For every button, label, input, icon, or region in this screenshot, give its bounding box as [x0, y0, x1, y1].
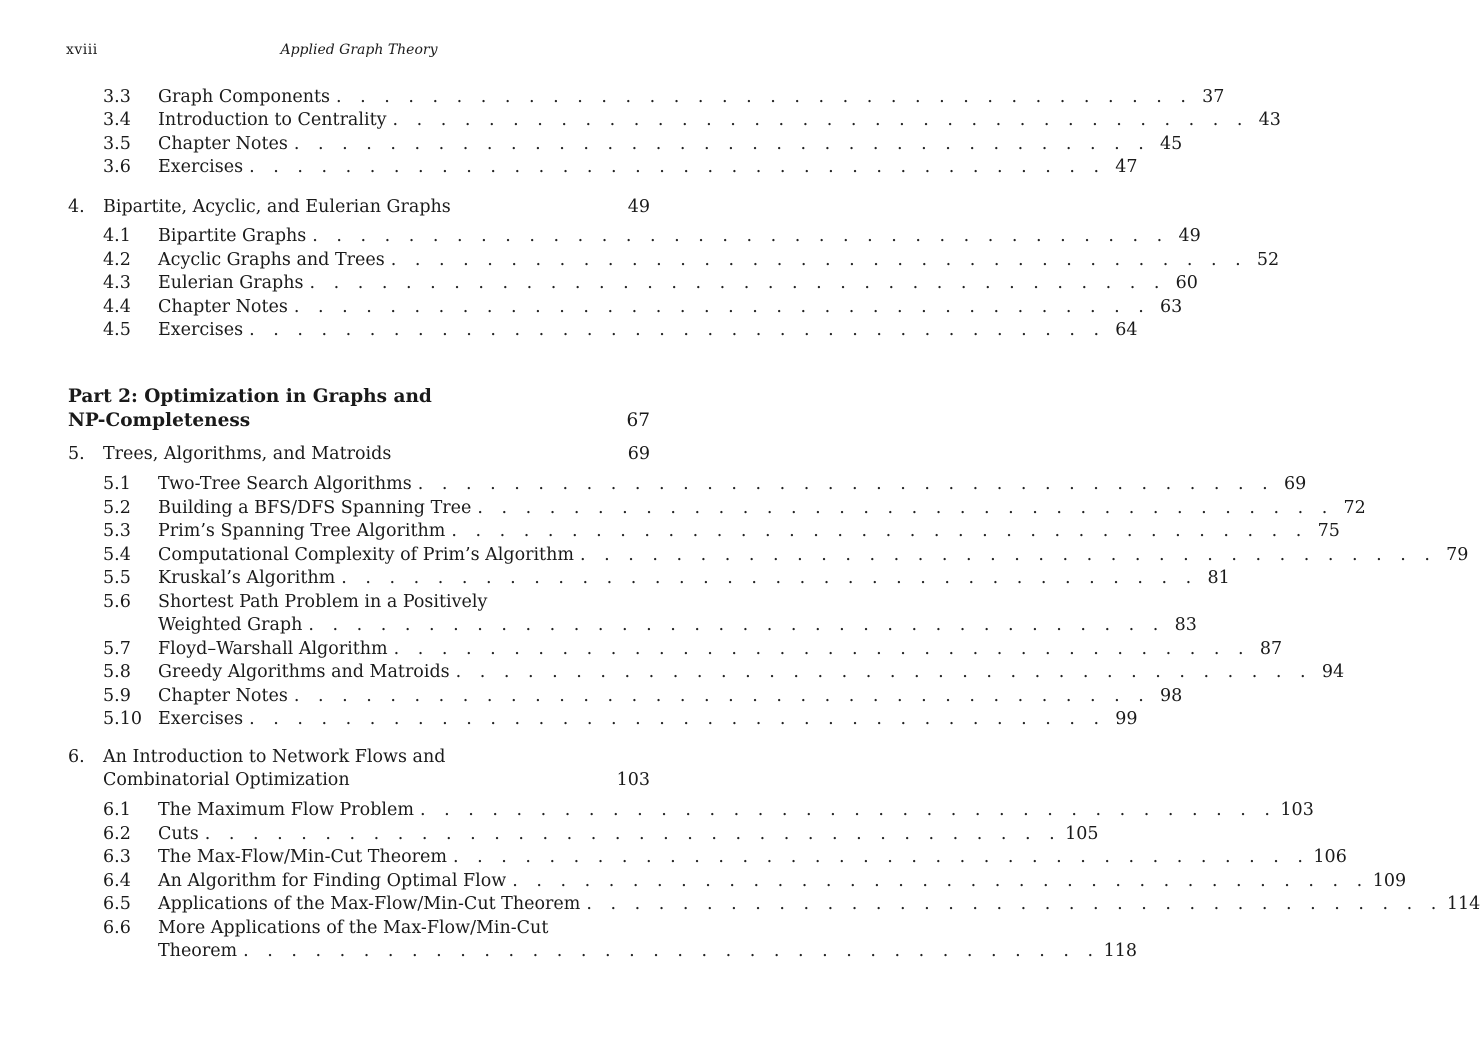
- toc-entry-number: 6.2: [103, 824, 131, 844]
- toc-chapter-title: Bipartite, Acyclic, and Eulerian Graphs: [103, 195, 457, 219]
- toc-entry-continuation[interactable]: Weighted Graph . . . . . . . . . . . . . . . . . . . . . . . . . . . . . . . . . . . . 83: [158, 615, 1197, 635]
- toc-entry-title: Eulerian Graphs: [158, 271, 309, 295]
- toc-entry-title: Floyd–Warshall Algorithm: [158, 637, 394, 661]
- toc-entry-title: Weighted Graph: [158, 613, 308, 637]
- toc-entry-number: 5.4: [103, 545, 131, 565]
- toc-entry[interactable]: 4.5 Exercises . . . . . . . . . . . . . . . . . . . . . . . . . . . . . . . . . . . . 64: [103, 320, 1138, 340]
- toc-entry-number: 5.6: [103, 592, 131, 612]
- toc-entry-number: 5.5: [103, 568, 131, 588]
- toc-entry-title: Prim’s Spanning Tree Algorithm: [158, 519, 451, 543]
- toc-part-title-line2: NP-Completeness: [68, 409, 256, 433]
- toc-entry-number: 4.4: [103, 297, 131, 317]
- toc-entry-title: The Max-Flow/Min-Cut Theorem: [158, 845, 453, 869]
- toc-entry[interactable]: 3.6 Exercises . . . . . . . . . . . . . . . . . . . . . . . . . . . . . . . . . . . . 47: [103, 157, 1138, 177]
- toc-entry-page: 37: [1202, 87, 1225, 107]
- toc-entry-title: Introduction to Centrality: [158, 108, 392, 132]
- toc-entry-page: 47: [1115, 157, 1138, 177]
- toc-entry-page: 43: [1258, 110, 1281, 130]
- toc-entry[interactable]: 4.1 Bipartite Graphs . . . . . . . . . . . . . . . . . . . . . . . . . . . . . . . . . . . . 49: [103, 226, 1201, 246]
- toc-entry-number: 3.6: [103, 157, 131, 177]
- toc-entry-number: 5.9: [103, 686, 131, 706]
- toc-chapter-title: Trees, Algorithms, and Matroids: [103, 442, 397, 466]
- toc-entry-number: 6.1: [103, 800, 131, 820]
- toc-entry[interactable]: 5.8 Greedy Algorithms and Matroids . . . . . . . . . . . . . . . . . . . . . . . . . . . . . . . . . . . . 94: [103, 662, 1345, 682]
- toc-entry-title: Applications of the Max-Flow/Min-Cut Theorem: [158, 892, 586, 916]
- toc-entry[interactable]: 6.1 The Maximum Flow Problem . . . . . . . . . . . . . . . . . . . . . . . . . . . . . . . . . . . . 103: [103, 800, 1314, 820]
- toc-entry-title: Chapter Notes: [158, 132, 294, 156]
- toc-chapter-title: Combinatorial Optimization: [103, 768, 356, 792]
- toc-entry-page: 52: [1256, 250, 1280, 270]
- toc-entry-number: 4.5: [103, 320, 131, 340]
- toc-entry-number: 5.2: [103, 498, 131, 518]
- header-page-number: xviii: [66, 42, 98, 58]
- toc-entry-number: 3.5: [103, 134, 131, 154]
- toc-entry-page: 72: [1343, 498, 1366, 518]
- toc-entry-page: 106: [1313, 847, 1347, 867]
- toc-chapter-entry[interactable]: [0, 745, 720, 769]
- toc-entry-title: Chapter Notes: [158, 295, 294, 319]
- toc-entry-page: 109: [1372, 871, 1407, 891]
- toc-part-page: 67: [626, 410, 650, 431]
- toc-entry-title: Graph Components: [158, 85, 336, 109]
- toc-entry-page: 69: [1283, 474, 1307, 494]
- toc-part-title-line1: Part 2: Optimization in Graphs and: [68, 385, 438, 409]
- toc-entry-page: 81: [1207, 568, 1230, 588]
- toc-entry-page: 118: [1103, 941, 1138, 961]
- toc-entry-title: Greedy Algorithms and Matroids: [158, 660, 456, 684]
- toc-entry[interactable]: 3.5 Chapter Notes . . . . . . . . . . . . . . . . . . . . . . . . . . . . . . . . . . . . 45: [103, 134, 1183, 154]
- toc-entry-continuation[interactable]: Theorem . . . . . . . . . . . . . . . . . . . . . . . . . . . . . . . . . . . . 118: [158, 941, 1138, 961]
- toc-entry[interactable]: 5.7 Floyd–Warshall Algorithm . . . . . . . . . . . . . . . . . . . . . . . . . . . . . . . . . . . . 87: [103, 639, 1283, 659]
- toc-entry[interactable]: 5.9 Chapter Notes . . . . . . . . . . . . . . . . . . . . . . . . . . . . . . . . . . . . 98: [103, 686, 1183, 706]
- toc-entry[interactable]: 6.4 An Algorithm for Finding Optimal Flow . . . . . . . . . . . . . . . . . . . . . . . . . . . . . . . . . . . . 109: [103, 871, 1407, 891]
- toc-entry-page: 79: [1446, 545, 1469, 565]
- toc-entry[interactable]: 6.5 Applications of the Max-Flow/Min-Cut Theorem . . . . . . . . . . . . . . . . . . . . . . . . . . . . . . . . . . . . 114: [103, 894, 1480, 914]
- toc-entry-number: 4.2: [103, 250, 131, 270]
- toc-entry-number: 6.5: [103, 894, 131, 914]
- toc-entry-number: 5.7: [103, 639, 131, 659]
- toc-entry-title: Chapter Notes: [158, 684, 294, 708]
- toc-chapter-page: 49: [627, 197, 650, 217]
- toc-entry-number: 4.3: [103, 273, 131, 293]
- toc-entry-number: 5.1: [103, 474, 131, 494]
- toc-entry-title: Two-Tree Search Algorithms: [158, 472, 418, 496]
- toc-entry-number: 5.3: [103, 521, 131, 541]
- toc-entry-number: 6.3: [103, 847, 131, 867]
- toc-entry[interactable]: [0, 590, 720, 614]
- toc-entry-number: 6.6: [103, 918, 131, 938]
- toc-entry[interactable]: 5.10 Exercises . . . . . . . . . . . . . . . . . . . . . . . . . . . . . . . . . . . . 99: [103, 709, 1138, 729]
- toc-entry-title: Computational Complexity of Prim’s Algorithm: [158, 543, 580, 567]
- toc-entry-page: 60: [1175, 273, 1198, 293]
- toc-chapter-entry[interactable]: [0, 442, 720, 466]
- toc-entry-title: Exercises: [158, 707, 249, 731]
- toc-entry[interactable]: 4.2 Acyclic Graphs and Trees . . . . . . . . . . . . . . . . . . . . . . . . . . . . . . . . . . . . 52: [103, 250, 1280, 270]
- toc-entry-title: Exercises: [158, 318, 249, 342]
- toc-entry-title: Building a BFS/DFS Spanning Tree: [158, 496, 477, 520]
- toc-entry-page: 105: [1065, 824, 1099, 844]
- toc-entry-page: 103: [1280, 800, 1314, 820]
- toc-entry-page: 64: [1115, 320, 1138, 340]
- toc-entry[interactable]: 5.1 Two-Tree Search Algorithms . . . . . . . . . . . . . . . . . . . . . . . . . . . . . . . . . . . . 69: [103, 474, 1307, 494]
- toc-chapter-entry[interactable]: [0, 195, 720, 219]
- toc-entry-number: 3.3: [103, 87, 131, 107]
- toc-entry[interactable]: 6.3 The Max-Flow/Min-Cut Theorem . . . . . . . . . . . . . . . . . . . . . . . . . . . . . . . . . . . . 106: [103, 847, 1347, 867]
- toc-entry-page: 114: [1446, 894, 1480, 914]
- toc-entry-page: 94: [1321, 662, 1345, 682]
- toc-part-heading[interactable]: [0, 409, 720, 433]
- toc-entry-page: 83: [1174, 615, 1197, 635]
- toc-entry-title: Acyclic Graphs and Trees: [158, 248, 391, 272]
- toc-entry-title: Bipartite Graphs: [158, 224, 312, 248]
- toc-chapter-number: 4.: [68, 197, 85, 217]
- toc-entry[interactable]: 5.4 Computational Complexity of Prim’s Algorithm . . . . . . . . . . . . . . . . . . . . . . . . . . . . . . . . . . . . 79: [103, 545, 1469, 565]
- toc-entry-page: 99: [1115, 709, 1138, 729]
- header-running-title: Applied Graph Theory: [280, 42, 438, 58]
- toc-entry-title: Shortest Path Problem in a Positively: [158, 590, 493, 614]
- toc-entry[interactable]: 4.3 Eulerian Graphs . . . . . . . . . . . . . . . . . . . . . . . . . . . . . . . . . . . . 60: [103, 273, 1198, 293]
- toc-chapter-title: An Introduction to Network Flows and: [103, 745, 451, 769]
- toc-entry[interactable]: 6.2 Cuts . . . . . . . . . . . . . . . . . . . . . . . . . . . . . . . . . . . . 105: [103, 824, 1099, 844]
- toc-entry[interactable]: 5.3 Prim’s Spanning Tree Algorithm . . . . . . . . . . . . . . . . . . . . . . . . . . . . . . . . . . . . 75: [103, 521, 1340, 541]
- toc-entry[interactable]: 4.4 Chapter Notes . . . . . . . . . . . . . . . . . . . . . . . . . . . . . . . . . . . . 63: [103, 297, 1183, 317]
- toc-entry-page: 63: [1160, 297, 1183, 317]
- toc-chapter-number: 6.: [68, 747, 85, 767]
- toc-entry-title: More Applications of the Max-Flow/Min-Cut: [158, 916, 554, 940]
- toc-entry-title: The Maximum Flow Problem: [158, 798, 420, 822]
- toc-entry-title: Kruskal’s Algorithm: [158, 566, 341, 590]
- toc-entry-number: 6.4: [103, 871, 131, 891]
- toc-entry[interactable]: 3.3 Graph Components . . . . . . . . . . . . . . . . . . . . . . . . . . . . . . . . . . . . 37: [103, 87, 1225, 107]
- toc-part-heading[interactable]: [0, 385, 720, 409]
- toc-entry[interactable]: 5.5 Kruskal’s Algorithm . . . . . . . . . . . . . . . . . . . . . . . . . . . . . . . . . . . . 81: [103, 568, 1230, 588]
- toc-entry-number: 5.10: [103, 709, 142, 729]
- toc-entry-title: Exercises: [158, 155, 249, 179]
- toc-chapter-page: 69: [627, 444, 650, 464]
- toc-chapter-continuation[interactable]: [0, 768, 720, 792]
- toc-entry-page: 98: [1160, 686, 1183, 706]
- toc-chapter-page: 103: [616, 770, 650, 790]
- toc-entry-number: 4.1: [103, 226, 131, 246]
- toc-entry-page: 75: [1317, 521, 1340, 541]
- toc-chapter-number: 5.: [68, 444, 85, 464]
- toc-entry[interactable]: [0, 916, 720, 940]
- toc-entry-title: Theorem: [158, 939, 243, 963]
- toc-entry[interactable]: 3.4 Introduction to Centrality . . . . . . . . . . . . . . . . . . . . . . . . . . . . . . . . . . . . 43: [103, 110, 1281, 130]
- toc-entry-page: 49: [1178, 226, 1201, 246]
- toc-entry-number: 3.4: [103, 110, 131, 130]
- toc-entry-title: Cuts: [158, 822, 205, 846]
- toc-entry[interactable]: 5.2 Building a BFS/DFS Spanning Tree . . . . . . . . . . . . . . . . . . . . . . . . . . . . . . . . . . . . 72: [103, 498, 1366, 518]
- toc-entry-title: An Algorithm for Finding Optimal Flow: [158, 869, 512, 893]
- toc-entry-page: 45: [1160, 134, 1183, 154]
- toc-entry-page: 87: [1259, 639, 1283, 659]
- toc-entry-number: 5.8: [103, 662, 131, 682]
